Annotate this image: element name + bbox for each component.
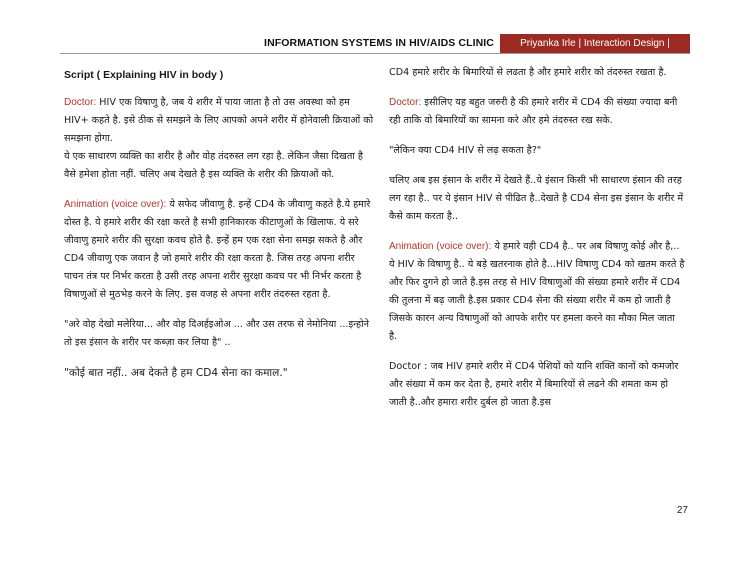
paragraph: CD4 हमारे शरीर के बिमारियों से लढता है और हमारे शरीर को तंदरुस्त रखता है.	[389, 67, 667, 78]
speaker-label: Animation (voice over):	[64, 199, 167, 210]
page-number: 27	[676, 505, 688, 516]
animation-paragraph	[64, 196, 374, 304]
doctor-paragraph: Doctor : जब HIV हमारे शरीर में CD4 पेशियों को यानि शक्ति कानों को कमजोर और संख्या में कम कर देता है, हमारे शरीर में बिमारियों से लढने की शमता कम हो जाती है..और हमारा शरीर दुर्बल हो जाता है.इस	[389, 361, 679, 408]
paragraph-text: इसीलिए यह बहुत जरुरी है की हमारे शरीर में CD4 की संख्या ज्यादा बनी रही ताकि वो बिमारियों का सामना करे और हमे तंदरुस्त रख सके.	[389, 97, 678, 126]
speaker-label: Doctor:	[64, 97, 97, 108]
speaker-label: Doctor:	[389, 97, 422, 108]
paragraph: चलिए अब इस इंसान के शरीर में देखते हैं..ये इंसान किसी भी साधारण इंसान की तरह लग रहा है.. पर ये इंसान HIV से पीढित है..देखते है CD4 सेना इस इंसान के शरीर में कैसे काम करता है..	[389, 175, 684, 222]
header-title: INFORMATION SYSTEMS IN HIV/AIDS CLINIC	[264, 37, 494, 49]
left-column	[64, 64, 374, 394]
animation-paragraph	[389, 238, 685, 346]
dialogue-paragraph: "अरे वोह देखो मलेरिया... और वोह दिअर्हइओअ ... और उस तरफ से नेमोनिया ...इन्होने तो इस इंसान के शरीर पर कब्ज़ा कर लिया है" ..	[64, 319, 369, 348]
right-column	[389, 64, 685, 424]
paragraph-text: ये एक साधारण व्यक्ति का शरीर है और वोह तंदरुस्त लग रहा है. लेकिन जैसा दिखता है वैसे हमेशा होता नहीं. चलिए अब देखते है इस व्यक्ति के शरीर की क्रियाओं को.	[64, 151, 363, 180]
doctor-paragraph	[389, 94, 685, 130]
paragraph-text: ये सफेद जीवाणु है. इन्हें CD4 के जीवाणु कहते है.ये हमारे दोस्त है. ये हमारे शरीर की रक्षा करते है सभी हानिकारक कीटाणुओं के खिलाफ. ये सरे जीवाणु हमारे शरीर की सुरक्षा कवच होते है. इन्हें हम एक रक्षा सेना समझ सकते है और CD4 जीवाणु एक जवान है जो हमारे शरीर की रक्षा करता है. जिस तरह अपना शरीर पाचन तंत्र पर निर्भर करता है उसी तरह अपना शरीर सुरक्षा कवच पर भी निर्भर करता है विषाणुओं से मुठभेड़ करने के लिए. इस वजह से अपना शरीर तंदरुस्त रहता है.	[64, 199, 371, 300]
speaker-label: Animation (voice over):	[389, 241, 492, 252]
dialogue-paragraph: "लेकिन क्या CD4 HIV से लढ़ सकता है?"	[389, 145, 542, 156]
doctor-paragraph	[64, 94, 374, 184]
paragraph-text: HIV एक विषाणु है, जब ये शरीर में पाया जाता है तो उस अवस्था को हम HIV+ कहते है. इसे ठीक से समझने के लिए आपको अपने शरीर में होनेवाली क्रियाओं को समझना होगा.	[64, 97, 374, 144]
script-title: Script ( Explaining HIV in body )	[64, 69, 224, 81]
paragraph-text: ये हमारे वही CD4 है.. पर अब विषाणु कोई और है,.. ये HIV के विषाणु है.. ये बड़े खतरनाक होते है...HIV विषाणु CD4 को खतम करते है और फिर दुगने हो जाते है.इस तरह से HIV विषाणुओं की संख्या हमारे शरीर में CD4 की तुलना में बढ़ जाती है.इस प्रकार CD4 सेना की संख्या शरीर में कम हो जाती है जिसके कारन अन्य विषाणुओं को आपके शरीर पर हमला करने का मौका मिल जाता है.	[389, 241, 685, 342]
author-badge: Priyanka Irle | Interaction Design | 08633803	[500, 34, 690, 53]
dialogue-paragraph: "कोई बात नहीं.. अब देकते है हम CD4 सेना का कमाल."	[64, 367, 288, 379]
page-header	[60, 33, 690, 68]
